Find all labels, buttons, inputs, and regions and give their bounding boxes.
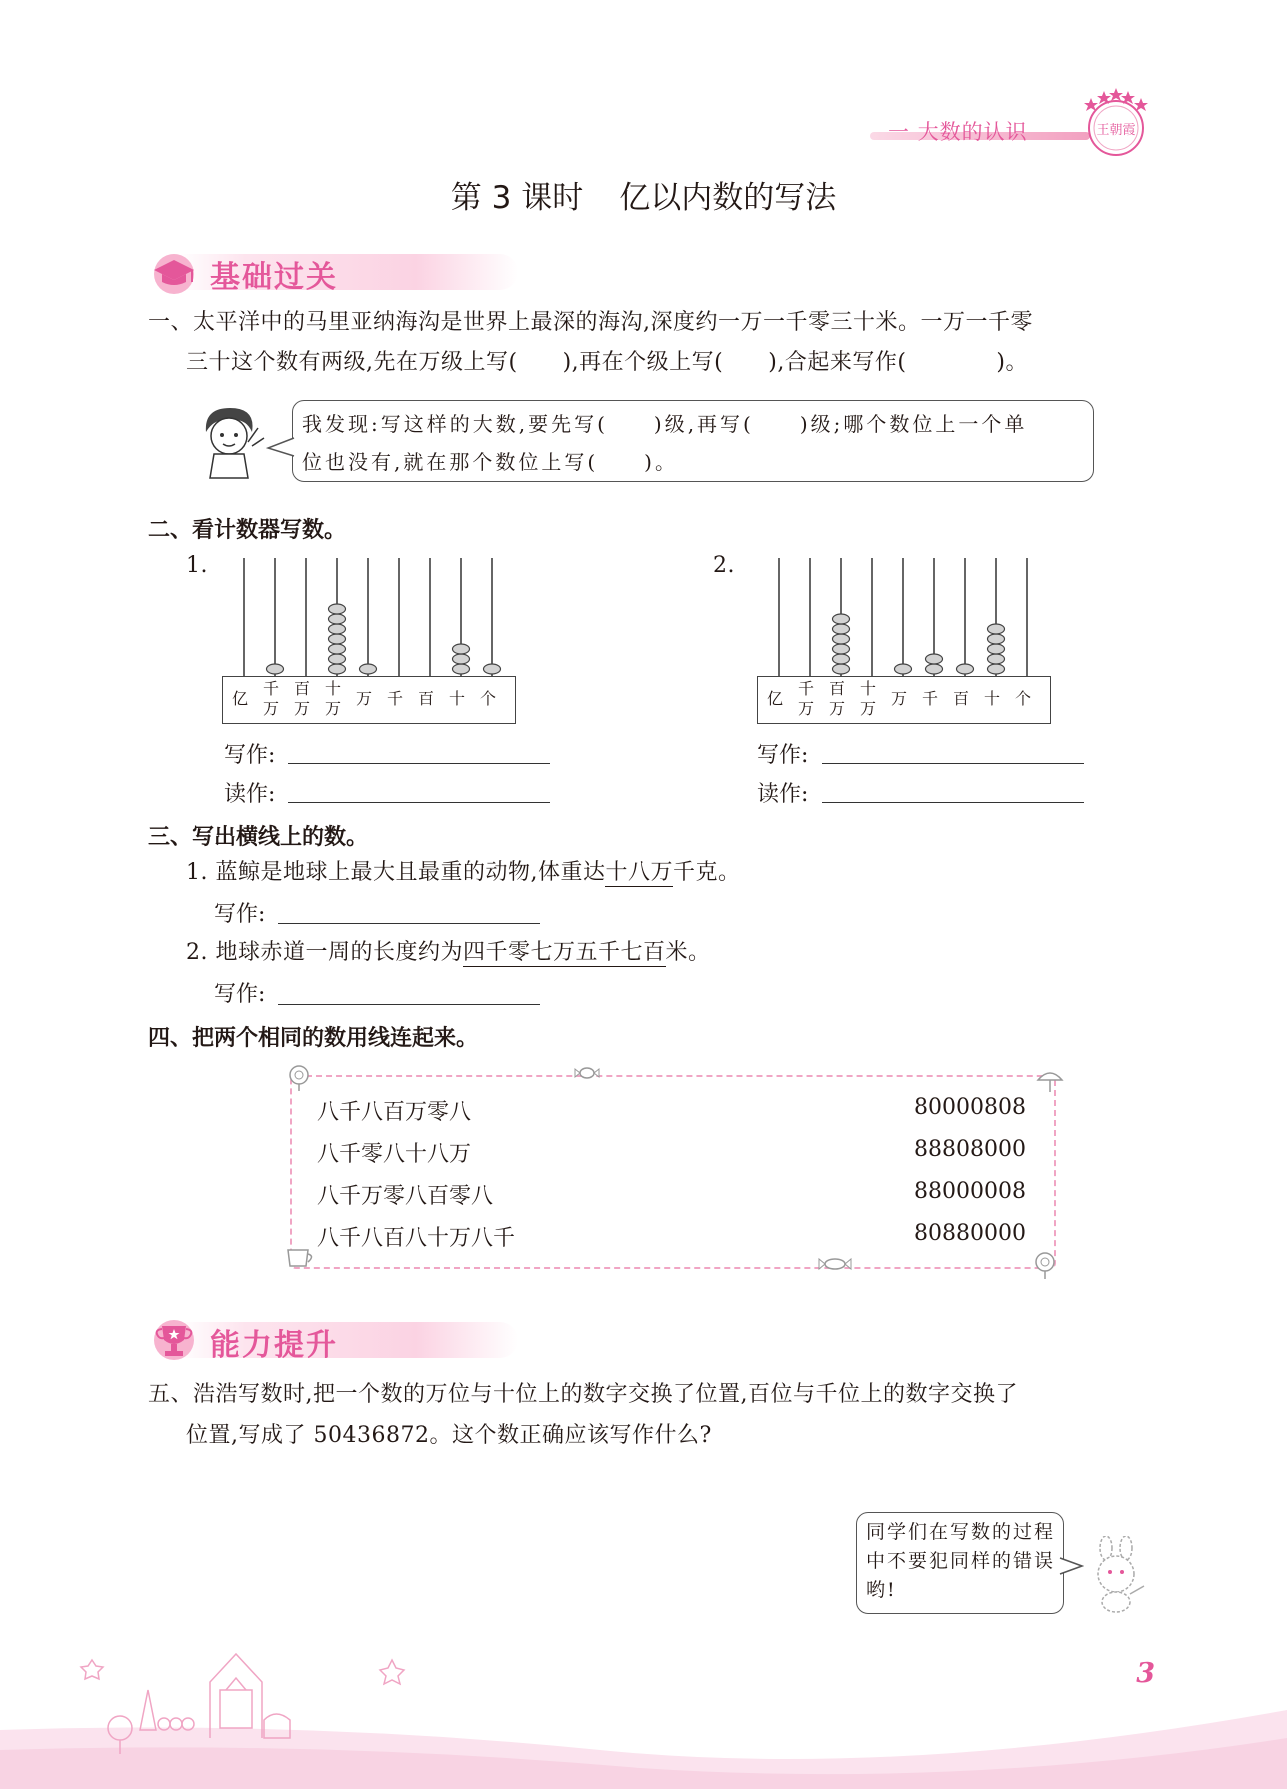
bunny-character-icon: [1082, 1536, 1152, 1616]
place-label: 百: [952, 689, 969, 708]
discover-text: 我发现:写这样的大数,要先写( )级,再写( )级;哪个数位上一个单 位也没有,就在那个数位上写( )。: [302, 412, 1028, 474]
abacus-2-bead: [833, 624, 850, 634]
question-3-item-1: 1. 蓝鲸是地球上最大且最重的动物,体重达十八万千克。: [186, 860, 741, 885]
place-label: 百 万: [828, 679, 845, 718]
lollipop-decor-icon: [284, 1062, 314, 1092]
abacus-1-bead: [267, 664, 284, 674]
place-label: 个: [1014, 689, 1031, 708]
abacus-2-bead: [988, 624, 1005, 634]
abacus-2-read-line[interactable]: [822, 802, 1084, 803]
abacus-1-bead: [329, 654, 346, 664]
question-2-title: 二、看计数器写数。: [148, 518, 347, 543]
abacus-2-bead: [957, 664, 974, 674]
place-label: 万: [355, 689, 372, 708]
question-5-line-1: 五、浩浩写数时,把一个数的万位与十位上的数字交换了位置,百位与千位上的数字交换了: [148, 1382, 1018, 1407]
place-label: 亿: [231, 689, 248, 708]
abacus-1-read-line[interactable]: [288, 802, 550, 803]
match-right-3[interactable]: 88000008: [914, 1179, 1026, 1204]
bottom-decoration: [0, 1620, 1287, 1789]
abacus-2-bead: [833, 614, 850, 624]
match-left-3[interactable]: 八千万零八百零八: [317, 1184, 494, 1209]
place-label: 个: [479, 689, 496, 708]
abacus-2-write-label: 写作:: [757, 743, 809, 768]
abacus-1-bead: [329, 604, 346, 614]
abacus-1: [222, 552, 522, 682]
question-5-line-2: 位置,写成了 50436872。这个数正确应该写作什么?: [186, 1423, 712, 1448]
abacus-2-number: 2.: [713, 553, 735, 578]
question-4-title: 四、把两个相同的数用线连起来。: [148, 1026, 479, 1051]
bubble-tail: [266, 436, 296, 458]
tip-bubble-tail: [1058, 1556, 1084, 1578]
svg-text:王朝霞: 王朝霞: [1096, 123, 1136, 138]
abacus-2-bead: [988, 654, 1005, 664]
abacus-1-bead: [329, 624, 346, 634]
abacus-2: [757, 552, 1057, 682]
abacus-2-bead: [895, 664, 912, 674]
place-label: 十: [448, 689, 465, 708]
abacus-2-bead: [988, 634, 1005, 644]
place-label: 万: [890, 689, 907, 708]
match-left-2[interactable]: 八千零八十八万: [317, 1142, 472, 1167]
place-label: 十 万: [859, 679, 876, 718]
abacus-1-place-box: [222, 676, 516, 724]
abacus-2-place-box: [757, 676, 1051, 724]
abacus-1-bead: [360, 664, 377, 674]
match-left-4[interactable]: 八千八百八十万八千: [317, 1226, 516, 1251]
abacus-2-bead: [833, 634, 850, 644]
place-label: 千: [386, 689, 403, 708]
lesson-title: [0, 172, 1287, 217]
page-number: 3: [1136, 1658, 1155, 1689]
question-1-line-2: 三十这个数有两级,先在万级上写( ),再在个级上写( ),合起来写作( )。: [186, 350, 1028, 375]
question-3-item-1-answer-line[interactable]: [278, 923, 540, 924]
abacus-2-bead: [988, 644, 1005, 654]
section-banner-advanced: [148, 1316, 528, 1364]
question-1-line-1: 一、太平洋中的马里亚纳海沟是世界上最深的海沟,深度约一万一千零三十米。一万一千零: [148, 310, 1033, 335]
question-3-item-1-write-label: 写作:: [214, 902, 266, 927]
abacus-2-bead: [833, 644, 850, 654]
lesson-number: 第 3 课时: [450, 180, 584, 216]
abacus-1-bead: [329, 644, 346, 654]
abacus-2-bead: [833, 654, 850, 664]
abacus-1-write-line[interactable]: [288, 763, 550, 764]
brand-logo: [1075, 84, 1157, 158]
place-label: 百 万: [293, 679, 310, 718]
chapter-title: 一 大数的认识: [888, 120, 1028, 144]
abacus-1-bead: [453, 654, 470, 664]
abacus-2-bead: [926, 654, 943, 664]
boy-character-icon: [196, 402, 268, 482]
place-label: 千: [921, 689, 938, 708]
abacus-1-bead: [329, 614, 346, 624]
match-right-4[interactable]: 80880000: [914, 1221, 1026, 1246]
candy-decor-icon: [574, 1066, 600, 1080]
place-label: 百: [417, 689, 434, 708]
trophy-icon: [148, 1316, 208, 1364]
umbrella-decor-icon: [1036, 1066, 1064, 1094]
underlined-number-1: 十八万: [605, 860, 673, 885]
lollipop-decor-icon-2: [1030, 1250, 1060, 1280]
section-title-2: 能力提升: [210, 1328, 338, 1363]
question-3-item-2-answer-line[interactable]: [278, 1004, 540, 1005]
abacus-1-bead: [329, 634, 346, 644]
tip-text: 同学们在写数的过程中不要犯同样的错误哟!: [866, 1521, 1056, 1601]
cup-decor-icon: [284, 1244, 318, 1270]
place-label: 十 万: [324, 679, 341, 718]
match-right-2[interactable]: 88808000: [914, 1137, 1026, 1162]
question-3-item-2: 2. 地球赤道一周的长度约为四千零七万五千七百米。: [186, 940, 711, 965]
abacus-2-read-label: 读作:: [757, 782, 809, 807]
abacus-1-bead: [453, 664, 470, 674]
candy-decor-icon-2: [818, 1256, 852, 1272]
section-title: 基础过关: [210, 260, 338, 295]
match-left-1[interactable]: 八千八百万零八: [317, 1100, 472, 1125]
place-label: 千 万: [262, 679, 279, 718]
underlined-number-2: 四千零七万五千七百: [462, 940, 666, 965]
abacus-2-bead: [926, 664, 943, 674]
place-label: 亿: [766, 689, 783, 708]
abacus-1-bead: [453, 644, 470, 654]
abacus-1-number: 1.: [186, 553, 208, 578]
abacus-1-read-label: 读作:: [224, 782, 276, 807]
abacus-2-write-line[interactable]: [822, 763, 1084, 764]
match-right-1[interactable]: 80000808: [914, 1095, 1026, 1120]
section-banner-basic: [148, 248, 528, 296]
abacus-2-bead: [988, 664, 1005, 674]
place-label: 千 万: [797, 679, 814, 718]
abacus-1-bead: [484, 664, 501, 674]
place-label: 十: [983, 689, 1000, 708]
question-3-item-2-write-label: 写作:: [214, 982, 266, 1007]
abacus-1-write-label: 写作:: [224, 743, 276, 768]
abacus-1-bead: [329, 664, 346, 674]
lesson-name: 亿以内数的写法: [619, 180, 837, 216]
abacus-2-bead: [833, 664, 850, 674]
graduation-cap-icon: [148, 248, 208, 296]
question-3-title: 三、写出横线上的数。: [148, 825, 369, 850]
